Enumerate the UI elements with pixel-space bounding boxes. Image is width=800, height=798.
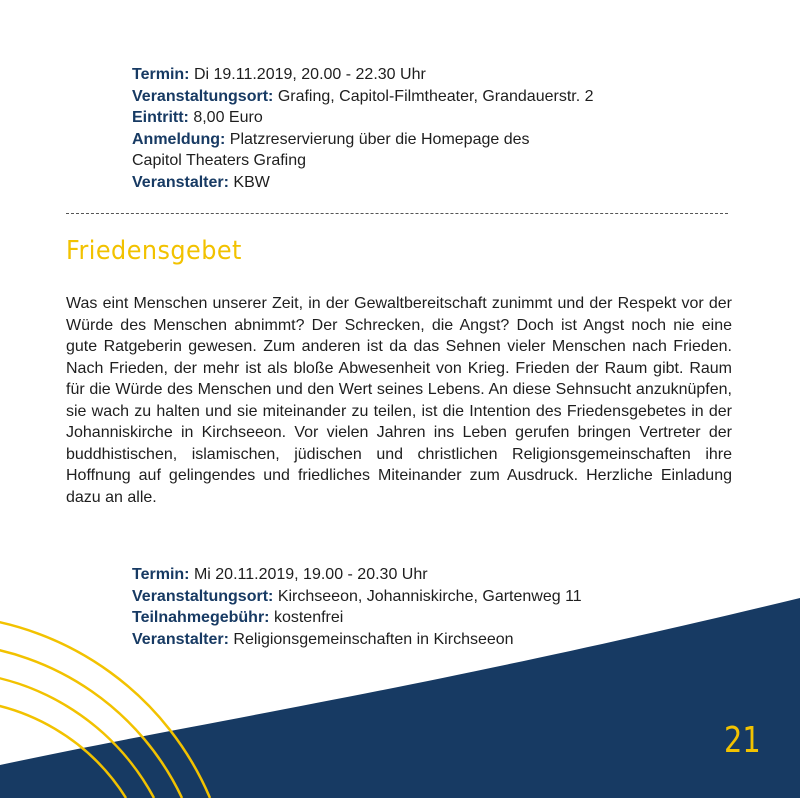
event-2-date-row [132,564,582,586]
section-heading: Friedensgebet [66,236,242,266]
date-label: Termin: [132,566,190,583]
organizer-value: KBW [233,173,270,191]
registration-value: Platzreservierung über die Homepage des [229,130,530,148]
organizer-value: Religionsgemeinschaften in Kirchseeon [233,630,514,648]
event-1-venue-row [132,86,594,108]
organizer-label: Veranstalter: [132,173,229,191]
venue-value: Grafing, Capitol-Filmtheater, Grandauerstr. 2 [277,87,594,105]
event-1-details [132,64,594,194]
registration-label: Anmeldung: [132,130,226,148]
event-2-venue-row [132,586,582,608]
date-value: Di 19.11.2019, 20.00 - 22.30 Uhr [193,66,426,83]
fee-label: Teilnahmegebühr: [132,609,270,627]
event-1-registration-row [132,129,594,151]
event-1-registration-row-cont [132,150,594,172]
page-number: 21 [724,720,761,761]
venue-label: Veranstaltungsort: [132,587,274,605]
section-paragraph: Was eint Menschen unserer Zeit, in der Gewaltbereitschaft zunimmt und der Respekt vor der Würde des Menschen abnimmt? Der Schrecken, die Angst? Doch ist Angst noch nie eine gute Ratgeberin gewesen. Zum anderen ist da das Sehnen vieler Menschen nach Frieden. Nach Frieden, der mehr ist als bloße Abwesenheit von Krieg. Frieden der Raum gibt. Raum für die Würde des Menschen und den Wert seines Lebens. An diese Sehnsucht anzuknüpfen, sie wach zu halten und sie miteinander zu teilen, ist die Intention des Friedensgebetes in der Johanniskirche in Kirchseeon. Vor vielen Jahren ins Leben gerufen bringen Vertreter der buddhistischen, islamischen, jüdischen und christlichen Religionsgemeinschaften ihre Hoffnung auf gelingendes und friedliches Miteinander zum Ausdruck. Herzliche Einladung dazu an alle. [66,295,732,506]
admission-value: 8,00 Euro [193,109,263,127]
admission-label: Eintritt: [132,109,189,127]
date-value: Mi 20.11.2019, 19.00 - 20.30 Uhr [193,566,428,583]
venue-label: Veranstaltungsort: [132,87,274,105]
event-2-details [132,564,582,650]
event-1-admission-row [132,107,594,129]
date-label: Termin: [132,66,190,83]
dashed-divider [66,213,728,214]
venue-value: Kirchseeon, Johanniskirche, Gartenweg 11 [277,587,582,605]
organizer-label: Veranstalter: [132,630,229,648]
event-2-organizer-row [132,629,582,651]
event-1-date-row [132,64,594,86]
registration-value-continued: Capitol Theaters Grafing [132,152,307,170]
event-1-organizer-row [132,172,594,194]
event-2-fee-row [132,607,582,629]
fee-value: kostenfrei [273,609,344,627]
